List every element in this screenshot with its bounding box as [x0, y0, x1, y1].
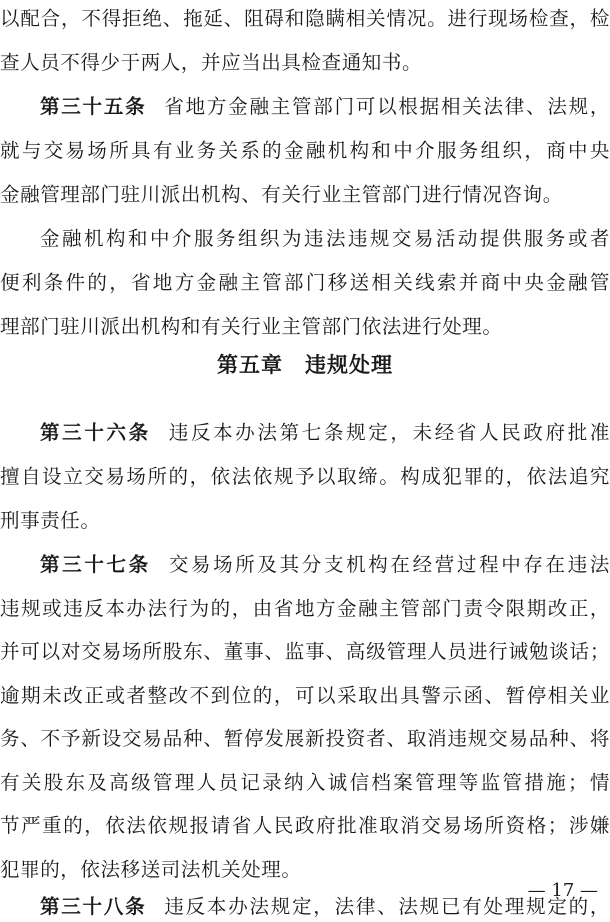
article-38-line: 第三十八条 违反本办法规定，法律、法规已有处理规定的， — [40, 895, 610, 918]
article-35-line: 第三十五条 省地方金融主管部门可以根据相关法律、法规， — [40, 95, 610, 118]
text-line: 刑事责任。 — [0, 509, 101, 532]
article-heading: 第三十六条 — [40, 421, 151, 444]
article-heading: 第三十八条 — [40, 895, 147, 918]
chapter-number: 第五章 — [217, 353, 283, 377]
page-number: — 17 — — [527, 880, 598, 901]
chapter-title: 违规处理 — [305, 353, 393, 377]
text-line: 并可以对交易场所股东、董事、监事、高级管理人员进行诫勉谈话； — [0, 640, 610, 663]
text-line: 金融机构和中介服务组织为违法违规交易活动提供服务或者 — [40, 227, 610, 250]
text-line: 逾期未改正或者整改不到位的，可以采取出具警示函、暂停相关业 — [0, 683, 610, 707]
article-heading: 第三十五条 — [40, 95, 147, 118]
article-36-line: 第三十六条 违反本办法第七条规定，未经省人民政府批准 — [40, 421, 610, 444]
text-line: 节严重的，依法依规报请省人民政府批准取消交易场所资格；涉嫌 — [0, 814, 610, 837]
text-line: 违规或违反本办法行为的，由省地方金融主管部门责令限期改正， — [0, 596, 610, 620]
text-line: 金融管理部门驻川派出机构、有关行业主管部门进行情况咨询。 — [0, 183, 563, 206]
text-line: 就与交易场所具有业务关系的金融机构和中介服务组织，商中央 — [0, 139, 610, 162]
article-37-line: 第三十七条 交易场所及其分支机构在经营过程中存在违法 — [40, 553, 610, 576]
text-line: 便利条件的，省地方金融主管部门移送相关线索并商中央金融管 — [0, 271, 610, 294]
chapter-heading — [0, 350, 610, 380]
text-line: 理部门驻川派出机构和有关行业主管部门依法进行处理。 — [0, 315, 503, 338]
text-line: 擅自设立交易场所的，依法依规予以取缔。构成犯罪的，依法追究 — [0, 465, 610, 488]
text-line: 查人员不得少于两人，并应当出具检查通知书。 — [0, 51, 423, 74]
text-line: 以配合，不得拒绝、拖延、阻碍和隐瞒相关情况。进行现场检查，检 — [0, 7, 610, 30]
text-line: 有关股东及高级管理人员记录纳入诚信档案管理等监管措施；情 — [0, 770, 610, 794]
text-line: 务、不予新设交易品种、暂停发展新投资者、取消违规交易品种、将 — [0, 727, 610, 750]
article-heading: 第三十七条 — [40, 553, 151, 576]
text-line: 犯罪的，依法移送司法机关处理。 — [0, 857, 302, 881]
